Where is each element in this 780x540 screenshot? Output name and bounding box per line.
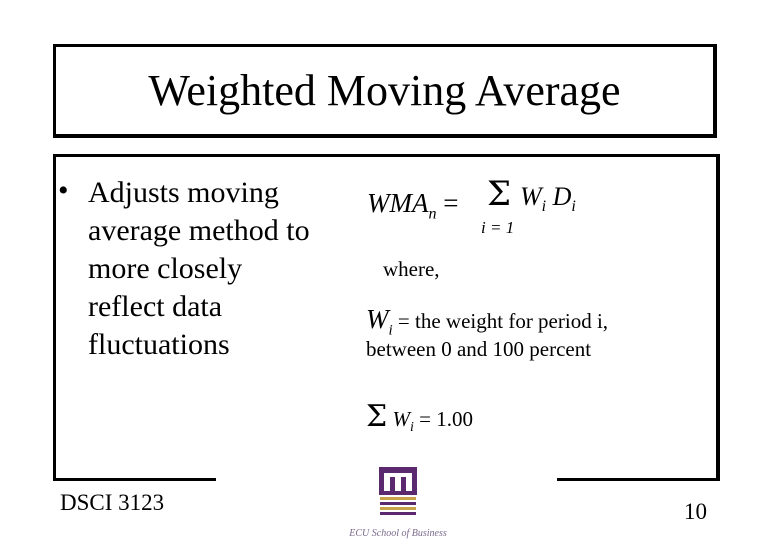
- sum-total-sigma: Σ: [366, 399, 388, 434]
- weight-definition: [366, 306, 608, 338]
- slide-title: Weighted Moving Average: [148, 65, 621, 115]
- frame-bottom-left: [53, 478, 216, 481]
- wma-formula-lhs: [367, 190, 458, 222]
- wma-label: WMA: [367, 188, 429, 218]
- weight-definition-text: = the weight for period i,: [397, 309, 609, 333]
- term-w: W: [520, 182, 542, 211]
- sum-total-value: = 1.00: [419, 407, 473, 431]
- weights-sum: [366, 399, 473, 436]
- term-d: D: [552, 182, 572, 211]
- term-d-sub: i: [571, 198, 576, 216]
- bullet-dot: •: [58, 174, 69, 207]
- equals-sign: =: [443, 188, 459, 218]
- frame-bottom-right: [557, 478, 720, 481]
- sum-total-w: $W_i$: [392, 407, 414, 436]
- weight-range: between 0 and 100 percent: [366, 337, 592, 361]
- weight-symbol: $W_i$: [366, 304, 393, 339]
- title-box: [53, 44, 717, 138]
- logo-caption: ECU School of Business: [349, 528, 447, 539]
- sum-index: i = 1: [481, 218, 515, 237]
- term-w-sub: i: [541, 198, 547, 216]
- sum-term: [520, 184, 576, 215]
- course-code: DSCI 3123: [60, 490, 165, 515]
- page-number: 10: [684, 499, 707, 524]
- sum-sigma: Σ: [487, 174, 512, 214]
- where-label: where,: [383, 257, 440, 281]
- bullet-text: Adjusts moving average method to more closely reflect data fluctuations: [88, 176, 310, 361]
- wma-sub: n: [428, 205, 437, 223]
